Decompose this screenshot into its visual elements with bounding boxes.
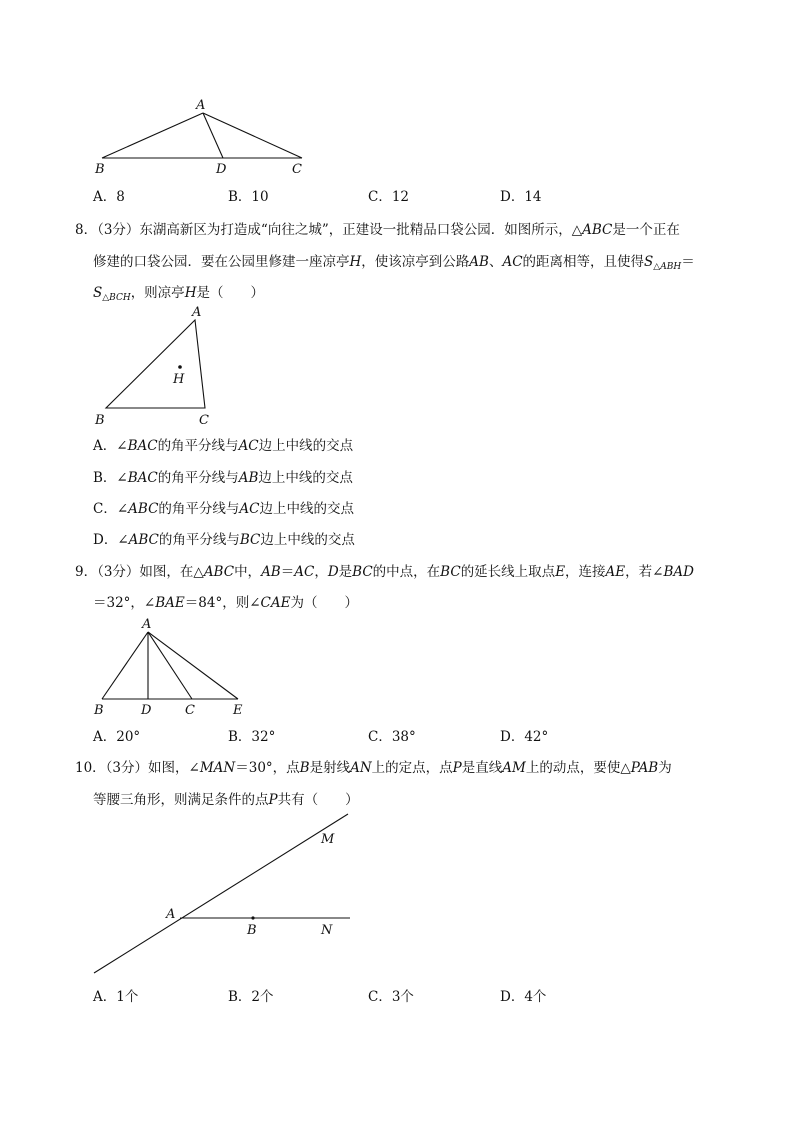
stem-variable: BAD [663, 564, 694, 580]
q7-option-d[interactable]: D．14 [500, 189, 542, 205]
stem-text: ＝32°，∠ [93, 595, 156, 611]
stem-text: ＝84°，则∠ [184, 595, 261, 611]
stem-text: 共有（ ） [277, 792, 359, 808]
q8-text: 是一个正在 [612, 222, 680, 238]
option-text: 边上中线的交点 [260, 532, 355, 548]
q9-option-c[interactable]: C．38° [368, 729, 416, 745]
q9-option-d[interactable]: D．42° [500, 729, 549, 745]
stem-text: ，若∠ [625, 564, 664, 580]
stem-text: 上的动点，要使△ [525, 760, 631, 776]
q8-label-h: H [173, 372, 185, 387]
stem-text: 的中点，在 [372, 564, 441, 580]
q8-text: 8．（3分）东湖高新区为打造成“向往之城”，正建设一批精品口袋公园．如图所示，△ [75, 222, 583, 238]
stem-variable: BC [440, 564, 461, 580]
q9-label-c: C [185, 703, 195, 718]
option-var: BC [239, 532, 261, 548]
option-text: 边上中线的交点 [258, 438, 354, 454]
option-text: 的角平分线与 [157, 438, 239, 454]
stem-text: 上的定点，点 [371, 760, 453, 776]
stem-variable: BC [352, 564, 373, 580]
stem-text: 10．（3分）如图，∠ [75, 760, 200, 776]
q10-option-b[interactable]: B．2个 [228, 989, 274, 1005]
q8-var: AC [502, 254, 523, 270]
q8-var: AB [469, 254, 489, 270]
stem-text: 是直线 [461, 760, 503, 776]
q8-var: H [184, 285, 197, 301]
option-text: 的角平分线与 [158, 501, 240, 517]
q8-subscript: △BCH [102, 293, 131, 303]
q10-option-c[interactable]: C．3个 [368, 989, 414, 1005]
stem-text: 是射线 [309, 760, 351, 776]
stem-text: 是 [338, 564, 353, 580]
q8-var: H [349, 254, 362, 270]
stem-text: 为（ ） [290, 595, 358, 611]
q10-option-d[interactable]: D．4个 [500, 989, 547, 1005]
q8-label-b: B [95, 413, 105, 428]
q8-text: 的距离相等，且使得 [522, 254, 645, 270]
stem-text: ＝ [280, 564, 295, 580]
option-var: AC [239, 501, 260, 517]
option-text: B．∠ [93, 470, 128, 486]
q8-var: S [93, 285, 103, 301]
q7-option-b[interactable]: B．10 [228, 189, 269, 205]
q8-text: ，使该凉亭到公路 [361, 254, 470, 270]
q7-option-a[interactable]: A．8 [93, 189, 125, 205]
q8-subscript: △ABH [653, 262, 682, 272]
q7-label-c: C [292, 162, 302, 177]
q10-label-n: N [321, 923, 333, 938]
q8-text: ＝ [681, 254, 695, 270]
stem-variable: CAE [260, 595, 291, 611]
q7-label-b: B [95, 162, 105, 177]
stem-text: 等腰三角形，则满足条件的点 [93, 792, 269, 808]
q7-option-c[interactable]: C．12 [368, 189, 410, 205]
stem-text: 9．（3分）如图，在△ [75, 564, 204, 580]
q9-label-b: B [94, 703, 104, 718]
q10-label-m: M [321, 832, 335, 847]
stem-variable: D [327, 564, 339, 580]
option-var: BAC [127, 470, 158, 486]
option-var: ABC [128, 501, 159, 517]
stem-variable: AC [294, 564, 315, 580]
stem-variable: BAE [155, 595, 185, 611]
q10-label-b: B [247, 923, 257, 938]
option-text: 边上中线的交点 [259, 501, 354, 517]
stem-variable: AN [350, 760, 372, 776]
q8-text: ，则凉亭 [130, 285, 185, 301]
q9-option-a[interactable]: A．20° [93, 729, 141, 745]
q10-option-a[interactable]: A．1个 [93, 989, 139, 1005]
stem-variable: AE [605, 564, 626, 580]
stem-text: 的延长线上取点 [460, 564, 556, 580]
stem-variable: AM [502, 760, 526, 776]
q7-label-a: A [196, 98, 206, 113]
option-text: 的角平分线与 [157, 470, 239, 486]
q7-label-d: D [216, 162, 227, 177]
stem-variable: P [452, 760, 462, 776]
q9-label-d: D [141, 703, 152, 718]
q9-option-b[interactable]: B．32° [228, 729, 276, 745]
option-text: C．∠ [93, 501, 129, 517]
option-text: D．∠ [93, 532, 129, 548]
q9-label-e: E [233, 703, 243, 718]
q8-var: S [644, 254, 654, 270]
stem-variable: E [555, 564, 566, 580]
q8-text: 修建的口袋公园．要在公园里修建一座凉亭 [93, 254, 350, 270]
q8-text: 是（ ） [196, 285, 264, 301]
option-var: ABC [128, 532, 159, 548]
stem-text: 中， [234, 564, 262, 580]
option-text: 的角平分线与 [158, 532, 240, 548]
option-var: AB [238, 470, 259, 486]
option-text: A．∠ [93, 438, 128, 454]
option-var: BAC [127, 438, 158, 454]
q8-label-a: A [192, 305, 202, 320]
stem-text: ， [314, 564, 328, 580]
option-text: 边上中线的交点 [258, 470, 353, 486]
stem-variable: MAN [199, 760, 236, 776]
q8-text: 、 [488, 254, 503, 270]
q8-var: ABC [582, 222, 613, 238]
q8-label-c: C [199, 413, 209, 428]
q10-point-b [251, 916, 254, 919]
q9-label-a: A [142, 617, 152, 632]
q10-label-a: A [166, 907, 176, 922]
stem-variable: PAB [630, 760, 659, 776]
stem-variable: B [299, 760, 310, 776]
stem-variable: AB [261, 564, 281, 580]
stem-variable: P [268, 792, 278, 808]
stem-text: ＝30°，点 [235, 760, 300, 776]
stem-text: ，连接 [565, 564, 606, 580]
stem-text: 为 [658, 760, 672, 776]
option-var: AC [238, 438, 259, 454]
stem-variable: ABC [203, 564, 235, 580]
